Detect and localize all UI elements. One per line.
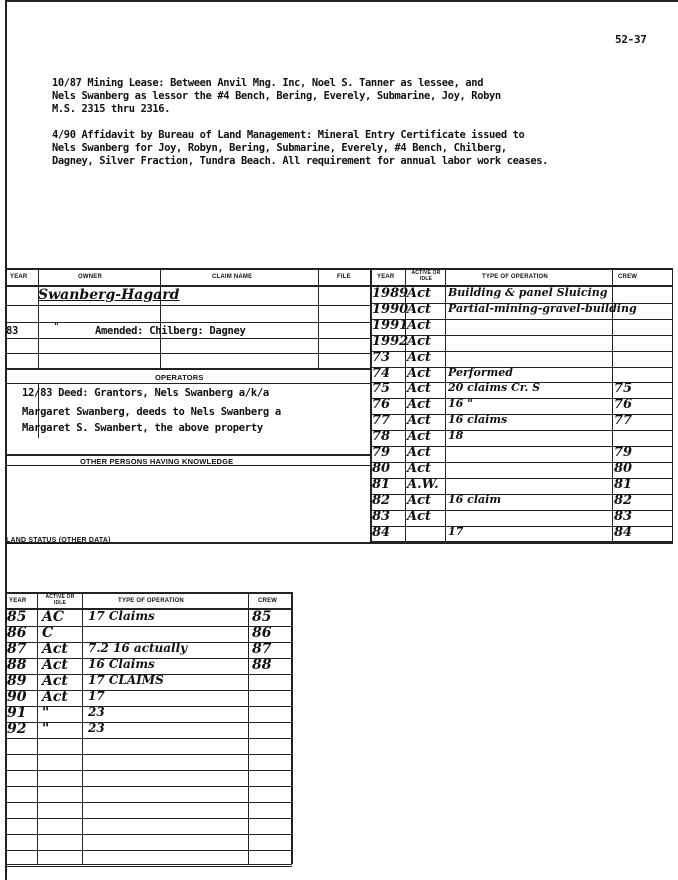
- row-line: [5, 454, 371, 456]
- small-type: 17 Claims: [88, 609, 155, 623]
- small-header-year: YEAR: [9, 598, 27, 604]
- small-year: 91: [7, 705, 27, 721]
- ops-type: 20 claims Cr. S: [448, 381, 541, 395]
- ops-active: Act: [407, 286, 432, 301]
- small-active: C: [42, 625, 54, 641]
- small-row-line: [5, 770, 292, 771]
- small-row-line: [5, 802, 292, 803]
- col-line: [82, 592, 83, 864]
- ops-year: 82: [372, 492, 391, 508]
- ops-active: Act: [407, 413, 432, 429]
- small-year: 85: [7, 609, 27, 625]
- ops-year: 80: [372, 460, 391, 476]
- ops-active: Act: [407, 365, 432, 381]
- ops-active: Act: [407, 460, 432, 476]
- col-header-active: ACTIVE OR IDLE: [411, 270, 441, 282]
- ops-type: Performed: [448, 365, 513, 379]
- ops-crew: 81: [614, 476, 633, 492]
- ops-year: 73: [372, 349, 391, 365]
- ops-crew: 84: [614, 524, 633, 540]
- operators-line-1: 12/83 Deed: Grantors, Nels Swanberg a/k/a: [22, 387, 269, 399]
- ops-row-line: [371, 541, 673, 542]
- small-row-line: [5, 850, 292, 851]
- small-table-bottom: [5, 864, 292, 865]
- ops-active: Act: [407, 397, 432, 413]
- owner-row-claim: Amended: Chilberg: Dagney: [95, 325, 246, 337]
- small-year: 88: [7, 657, 27, 673]
- small-header-type: TYPE OF OPERATION: [118, 598, 184, 604]
- small-header-crew: CREW: [258, 598, 278, 604]
- col-line: [37, 592, 38, 864]
- ops-active: Act: [407, 381, 432, 397]
- small-type: 16 Claims: [88, 657, 155, 671]
- page-number: 52-37: [615, 33, 647, 46]
- owner-row-year: 83: [6, 325, 19, 337]
- ops-type: 16 claims: [448, 413, 508, 427]
- ops-active: Act: [407, 301, 432, 317]
- ops-crew: 75: [614, 381, 633, 397]
- small-header-active: ACTIVE OR IDLE: [45, 594, 75, 606]
- small-year: 87: [7, 641, 27, 657]
- small-type: 23: [88, 721, 105, 735]
- ops-year: 1990: [372, 301, 409, 317]
- small-active: Act: [42, 641, 68, 657]
- small-type: 7.2 16 actually: [88, 641, 188, 655]
- ops-active: Act: [407, 429, 432, 445]
- ops-year: 76: [372, 397, 391, 413]
- small-year: 92: [7, 721, 27, 737]
- row-line: [5, 368, 371, 370]
- row-line: [5, 353, 371, 354]
- ops-year: 83: [372, 508, 391, 524]
- row-line: [5, 338, 371, 339]
- main-table-top: [5, 268, 673, 270]
- entry-1: 10/87 Mining Lease: Between Anvil Mng. Inc, Noel S. Tanner as lessee, and Nels Swanberg as lessor the #4 Bench, Bering, Everely, Submarine, Joy, Robyn M.S. 2315 thru 2316.: [52, 77, 501, 115]
- ops-year: 75: [372, 381, 391, 397]
- ops-year: 1992: [372, 333, 409, 349]
- small-active: Act: [42, 673, 68, 689]
- ops-active: Act: [407, 492, 432, 508]
- row-line: [5, 322, 371, 323]
- operators-line-2: Margaret Swanberg, deeds to Nels Swanberg a: [22, 406, 281, 418]
- col-header-claim-name: CLAIM NAME: [212, 274, 253, 280]
- ops-type: 17: [448, 524, 464, 538]
- small-year: 89: [7, 673, 27, 689]
- small-crew: 86: [252, 625, 272, 641]
- col-line: [445, 268, 446, 543]
- ops-active: Act: [407, 508, 432, 524]
- col-header-crew: CREW: [618, 274, 638, 280]
- ops-crew: 79: [614, 445, 633, 460]
- ops-active: Act: [407, 349, 432, 365]
- owner-row-ditto: ": [54, 322, 59, 331]
- row-line: [5, 383, 371, 384]
- entry-2: 4/90 Affidavit by Bureau of Land Management: Mineral Entry Certificate issued to Nels Swanberg for Joy, Robyn, Bering, Submarine, Everely, #4 Bench, Chilberg, Dagney, Silver Fraction, Tundra Beach. All requirement for annual labor work ceases.: [52, 129, 549, 167]
- ops-active: Act: [407, 333, 432, 349]
- small-active: ": [42, 705, 50, 721]
- row-line: [5, 305, 371, 306]
- page-border-top: [5, 0, 678, 2]
- ops-type: 16 claim: [448, 492, 501, 506]
- col-line: [248, 592, 249, 864]
- ops-year: 74: [372, 365, 391, 381]
- ops-type: Partial-mining-gravel-building: [448, 301, 637, 315]
- small-row-line: [5, 834, 292, 835]
- ops-type: 18: [448, 429, 464, 443]
- small-row-line: [5, 738, 292, 739]
- operators-label: OPERATORS: [155, 373, 204, 382]
- col-line: [5, 268, 6, 558]
- small-row-line: [5, 866, 292, 867]
- ops-crew: 80: [614, 460, 633, 476]
- small-active: ": [42, 721, 50, 737]
- ops-crew: 82: [614, 492, 633, 508]
- col-header-file: FILE: [337, 274, 351, 280]
- ops-year: 84: [372, 524, 391, 540]
- small-year: 86: [7, 625, 27, 641]
- small-crew: 85: [252, 609, 272, 625]
- small-row-line: [5, 786, 292, 787]
- small-type: 17: [88, 689, 105, 703]
- ops-year: 78: [372, 429, 391, 445]
- small-year: 90: [7, 689, 27, 705]
- ops-year: 81: [372, 476, 391, 492]
- ops-crew: 76: [614, 397, 633, 413]
- small-type: 23: [88, 705, 105, 719]
- owner-entry: Swanberg-Hagard: [38, 287, 180, 303]
- operators-line-3: Margaret S. Swanbert, the above property: [22, 422, 263, 434]
- other-persons-label: OTHER PERSONS HAVING KNOWLEDGE: [80, 457, 234, 466]
- small-active: Act: [42, 657, 68, 673]
- col-header-year-2: YEAR: [377, 274, 395, 280]
- ops-active: A.W.: [407, 476, 439, 492]
- small-active: Act: [42, 689, 68, 705]
- ops-crew: 77: [614, 413, 633, 429]
- ops-year: 1989: [372, 286, 409, 301]
- ops-crew: 83: [614, 508, 633, 524]
- land-status-label: LAND STATUS (OTHER DATA): [6, 537, 111, 544]
- col-line: [291, 592, 293, 864]
- ops-type: Building & panel Sluicing: [448, 286, 608, 299]
- ops-active: Act: [407, 445, 432, 460]
- small-row-line: [5, 754, 292, 755]
- small-row-line: [5, 818, 292, 819]
- col-line: [672, 268, 673, 543]
- small-crew: 87: [252, 641, 272, 657]
- ops-type: 16 ": [448, 397, 473, 411]
- ops-year: 1991: [372, 317, 409, 333]
- col-header-year: YEAR: [10, 274, 28, 280]
- ops-year: 77: [372, 413, 391, 429]
- small-active: AC: [42, 609, 65, 625]
- ops-active: Act: [407, 317, 432, 333]
- small-crew: 88: [252, 657, 272, 673]
- ops-year: 79: [372, 445, 391, 460]
- small-type: 17 CLAIMS: [88, 673, 164, 687]
- col-header-owner: OWNER: [78, 274, 102, 280]
- col-header-type: TYPE OF OPERATION: [482, 274, 548, 280]
